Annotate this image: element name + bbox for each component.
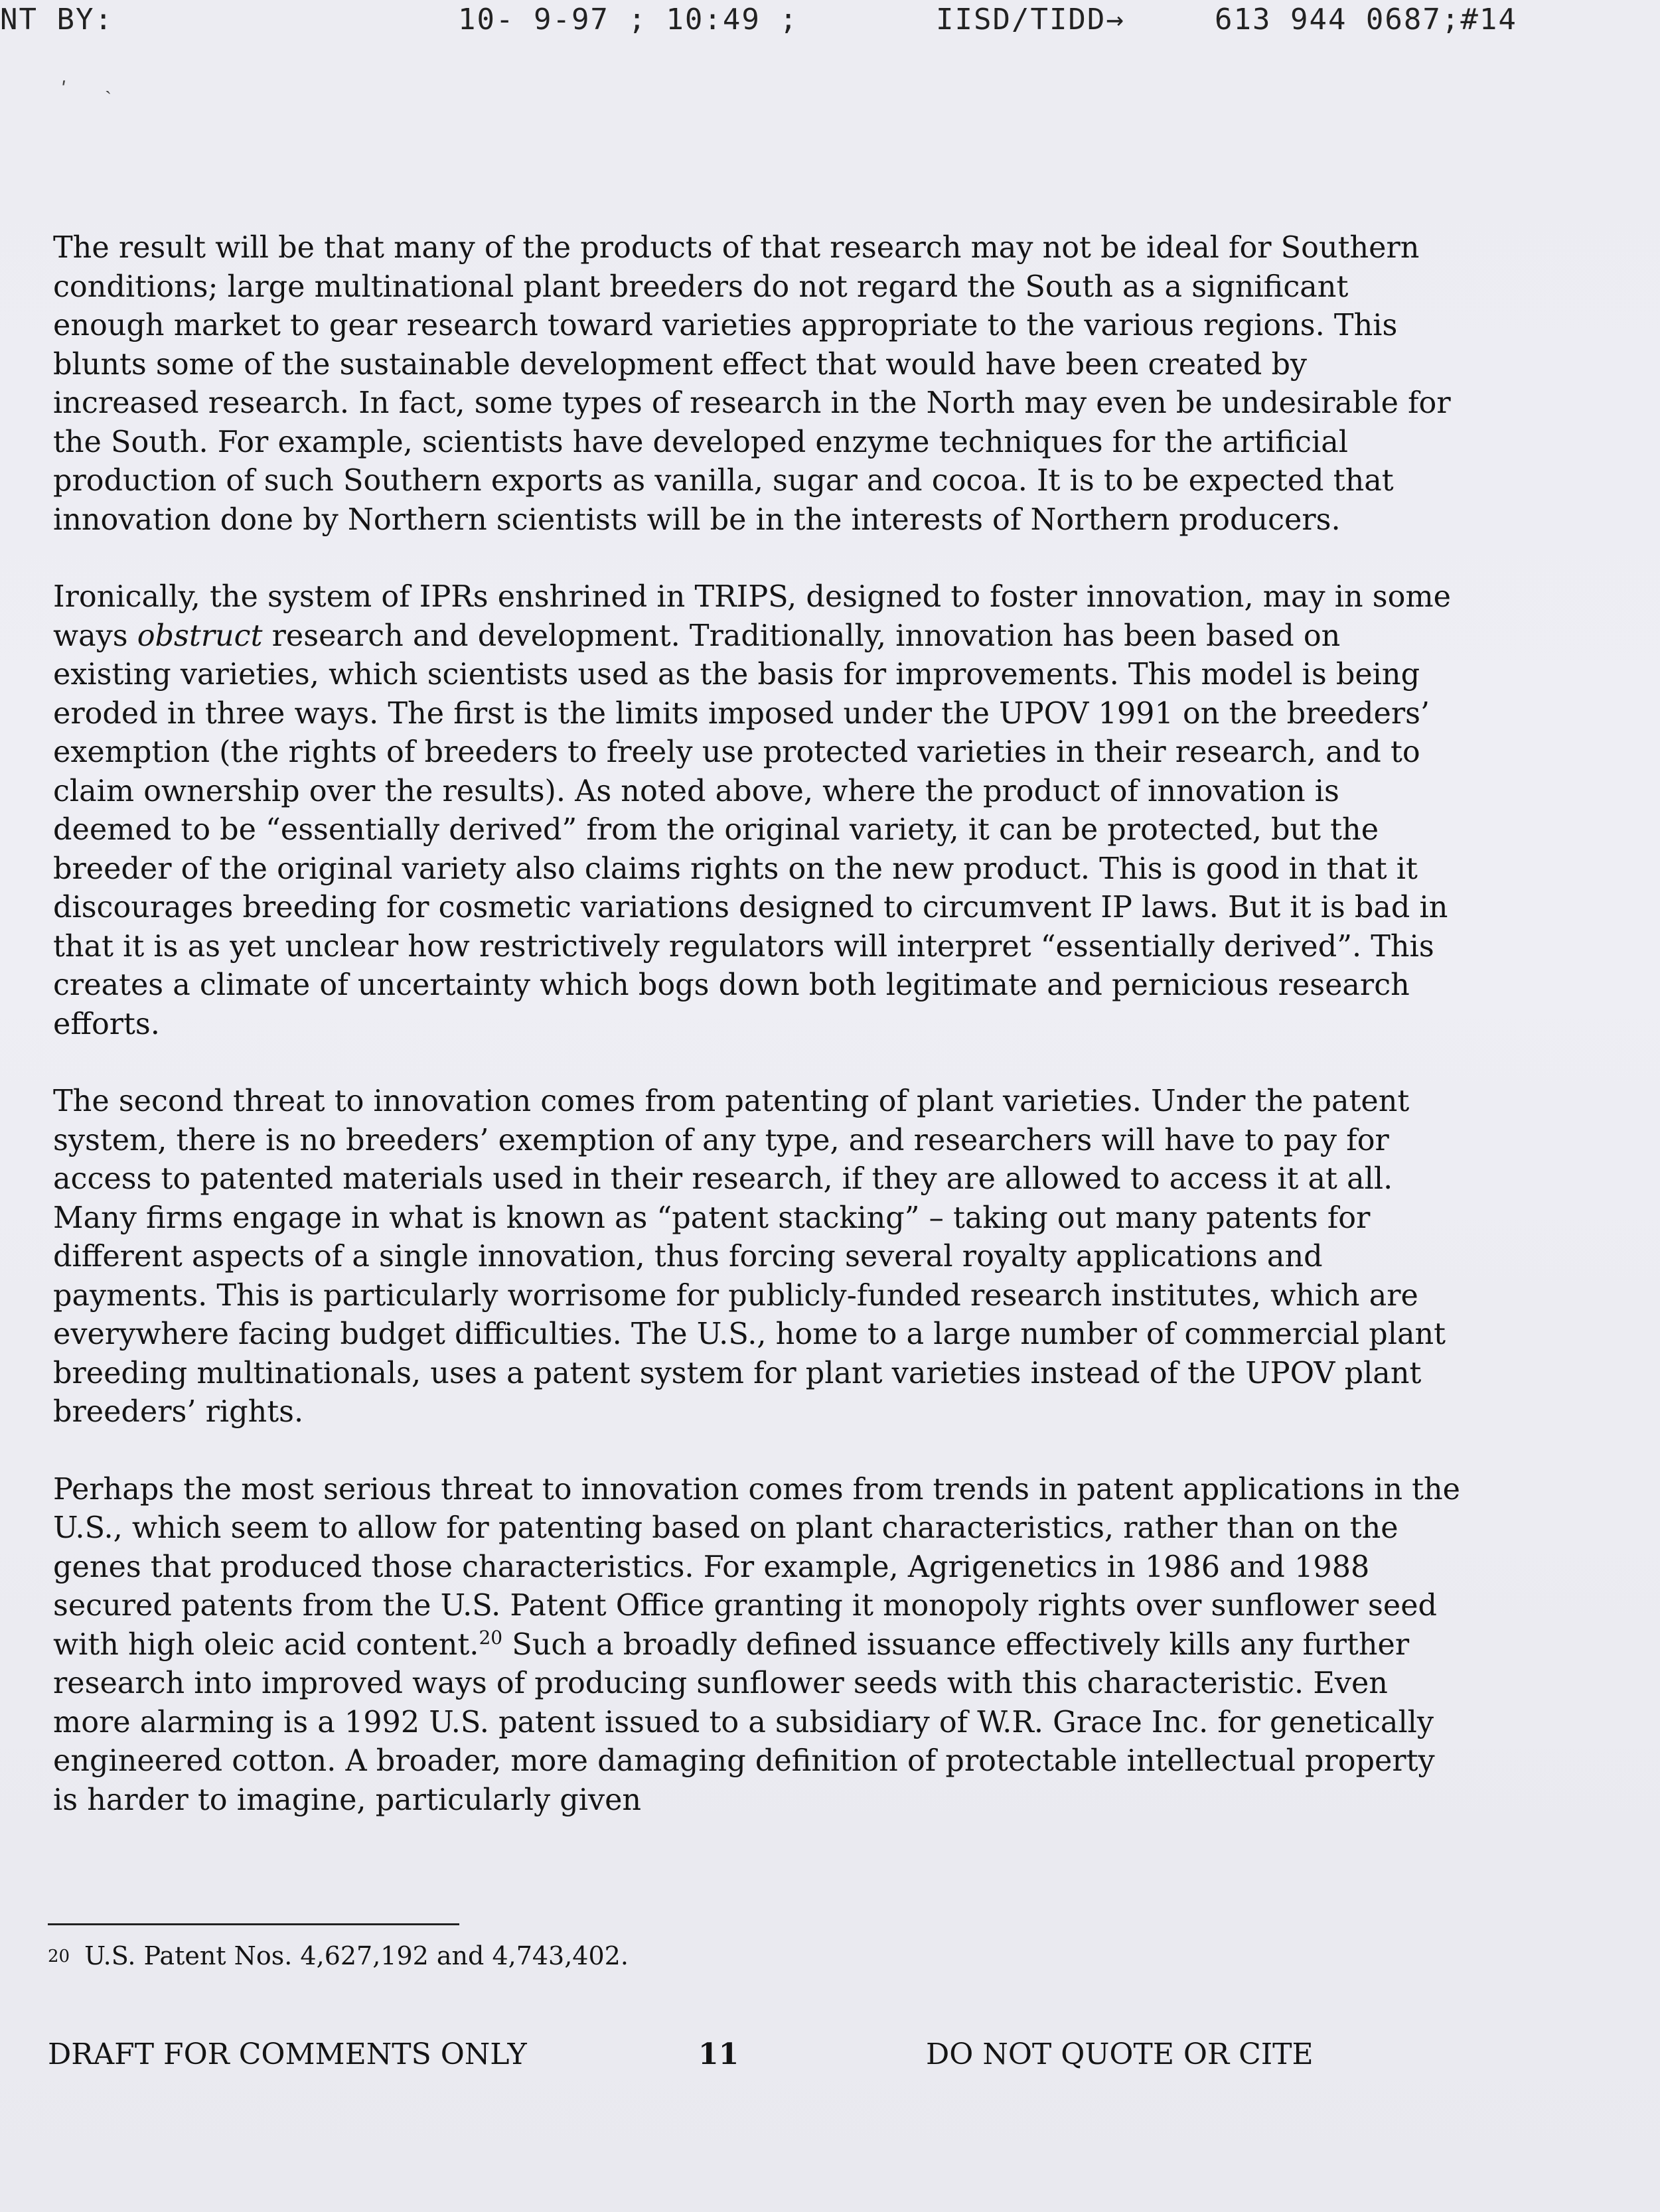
footnote-text: U.S. Patent Nos. 4,627,192 and 4,743,402.: [84, 1941, 629, 1970]
footer-draft-notice: DRAFT FOR COMMENTS ONLY: [48, 2037, 527, 2071]
footnote-divider: [48, 1923, 459, 1925]
footnote-reference: 20: [479, 1626, 503, 1649]
fax-sent-by: NT BY:: [0, 3, 113, 37]
fax-transmission-header: [0, 0, 1660, 46]
paragraph-text: The second threat to innovation comes from patenting of plant varieties. Under the patent system, there is no breeders’ exemption of any type, and researchers will have to pay for access to patented materials used in their research, if they are allowed to access it at all. Many firms engage in what is known as “patent stacking” – taking out many patents for different aspects of a single innovation, thus forcing several royalty applications and payments. This is particularly worrisome for publicly-funded research institutes, which are everywhere facing budget difficulties. The U.S., home to a large number of commercial plant breeding multinationals, uses a patent system for plant varieties instead of the UPOV plant breeders’ rights.: [53, 1084, 1446, 1429]
paragraph-text: Perhaps the most serious threat to innovation comes from trends in patent applications in the U.S., which seem to allow for patenting based on plant characteristics, rather than on the genes that produced those characteristics. For example, Agrigenetics in 1986 and 1988 secured patents from the U.S. Patent Office granting it monopoly rights over sunflower seed with high oleic acid content.: [53, 1472, 1461, 1662]
footer-quote-notice: DO NOT QUOTE OR CITE: [926, 2037, 1314, 2071]
page-number: 11: [698, 2037, 739, 2071]
scan-speck: ʹ: [61, 78, 67, 102]
footnote: [48, 1941, 629, 1970]
footnote-mark: 20: [48, 1947, 70, 1966]
paragraph: [53, 578, 1460, 1044]
paragraph-text: Such a broadly defined issuance effectively kills any further research into improved ways of producing sunflower seeds with this characteristic. Even more alarming is a 1992 U.S. patent issued to a subsidiary of W.R. Grace Inc. for genetically engineered cotton. A broader, more damaging definition of protectable intellectual property is harder to imagine, particularly given: [53, 1627, 1435, 1817]
paragraph-text: research and development. Traditionally, innovation has been based on existing varieties, which scientists used as the basis for improvements. This model is being eroded in three ways. The first is the limits imposed under the UPOV 1991 on the breeders’ exemption (the rights of breeders to freely use protected varieties in their research, and to claim ownership over the results). As noted above, where the product of innovation is deemed to be “essentially derived” from the original variety, it can be protected, but the breeder of the original variety also claims rights on the new product. This is good in that it discourages breeding for cosmetic variations designed to circumvent IP laws. But it is bad in that it is as yet unclear how restrictively regulators will interpret “essentially derived”. This creates a climate of uncertainty which bogs down both legitimate and pernicious research efforts.: [53, 619, 1448, 1041]
body-text: [53, 229, 1460, 1858]
fax-datetime: 10- 9-97 ; 10:49 ;: [458, 3, 798, 37]
fax-number-page: 613 944 0687;#14: [1215, 3, 1517, 37]
fax-organization: IISD/TIDD→: [936, 3, 1125, 37]
paragraph-text: Ironically, the system of IPRs enshrined in TRIPS, designed to foster innovation, may in some ways: [53, 580, 1451, 653]
scan-speck: ˎ: [105, 72, 112, 95]
emphasis-text: obstruct: [137, 619, 263, 653]
paragraph-text: The result will be that many of the products of that research may not be ideal for Southern conditions; large multinational plant breeders do not regard the South as a significant enough market to gear research toward varieties appropriate to the various regions. This blunts some of the sustainable development effect that would have been created by increased research. In fact, some types of research in the North may even be undesirable for the South. For example, scientists have developed enzyme techniques for the artificial production of such Southern exports as vanilla, sugar and cocoa. It is to be expected that innovation done by Northern scientists will be in the interests of Northern producers.: [53, 231, 1451, 537]
paragraph: [53, 1082, 1460, 1432]
paragraph: [53, 1471, 1460, 1820]
paragraph: [53, 229, 1460, 540]
